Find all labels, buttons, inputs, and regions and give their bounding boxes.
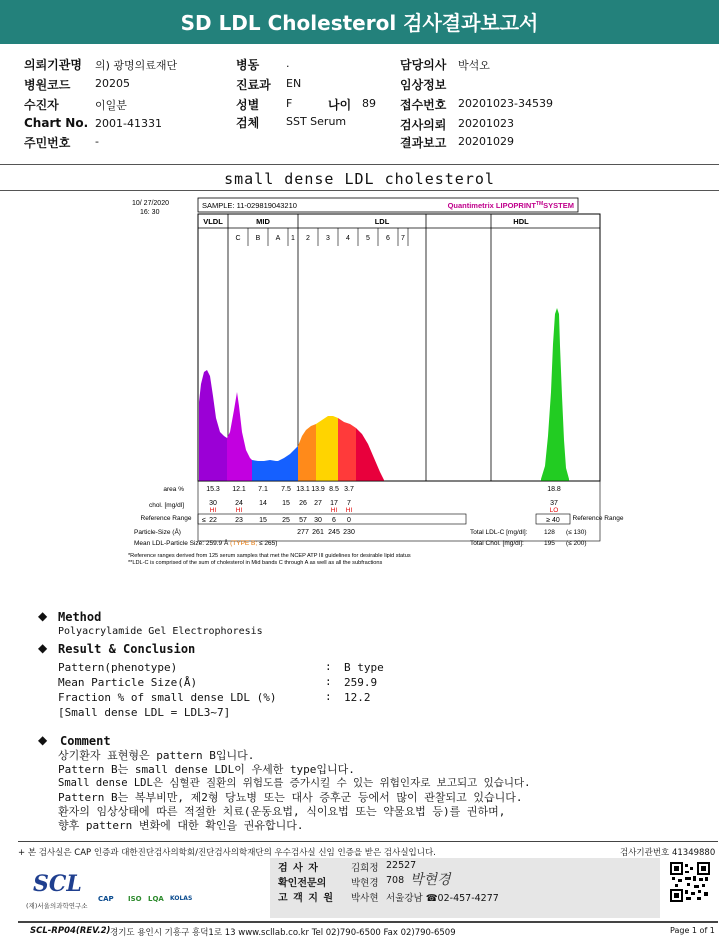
specimen-value: SST Serum	[286, 115, 347, 128]
row-label-ref: Reference Range	[140, 515, 192, 522]
ref-value: 57	[299, 517, 307, 524]
report-title: SD LDL Cholesterol 검사결과보고서	[0, 0, 719, 44]
bullet-icon: ◆	[38, 641, 48, 655]
comment-line: Pattern B는 small dense LDL이 우세한 type입니다.	[58, 763, 355, 776]
request-label: 검사의뢰	[400, 118, 447, 132]
specimen-label: 검체	[236, 116, 260, 130]
hospital-code-label: 병원코드	[24, 78, 71, 92]
band-label: 7	[401, 235, 405, 242]
area-pct-value: 13.1	[296, 486, 310, 493]
ref-value: 22	[209, 517, 217, 524]
chol-flag: HI	[235, 507, 243, 514]
band-label: 6	[386, 235, 390, 242]
scl-logo-sub: (재)서울의과학연구소	[26, 902, 88, 910]
chol-value: 24	[235, 500, 243, 507]
doctor-label: 담당의사	[400, 58, 447, 72]
comment-line: Pattern B는 복부비만, 제2형 당뇨병 또는 대사 증후군 등에서 많이 관찰되고 있습니다.	[58, 791, 523, 804]
ref-value: 25	[282, 517, 290, 524]
hdl-area: 18.8	[547, 486, 561, 493]
specialist-label: 확인전문의	[278, 878, 327, 889]
area-pct-value: 7.5	[281, 486, 291, 493]
area-pct-value: 15.3	[206, 486, 220, 493]
chol-flag: HI	[345, 507, 353, 514]
row-label-ref-right: Reference Range	[572, 515, 624, 522]
band-label: A	[275, 235, 281, 242]
area-pct-value: 3.7	[344, 486, 354, 493]
divider	[0, 164, 719, 165]
total-ldl-ref: (≤ 130)	[566, 529, 587, 536]
ref-value: 30	[314, 517, 322, 524]
support-contact: 서울강남 ☎02-457-4277	[386, 893, 499, 904]
result-row-colon: :	[325, 660, 332, 673]
result-row-label: Pattern(phenotype)	[58, 661, 178, 674]
group-label: VLDL	[203, 217, 223, 226]
group-label: MID	[256, 217, 270, 226]
chol-value: 7	[347, 500, 351, 507]
group-label: HDL	[513, 217, 529, 226]
sex-label: 성별	[236, 98, 260, 112]
sex-value: F	[286, 97, 293, 110]
lqa-logo: LQA	[148, 895, 164, 903]
lab-code: 검사기관번호 41349880	[620, 848, 716, 858]
ldl2-peak	[316, 416, 338, 481]
specialist-name: 박현경	[351, 878, 379, 889]
chol-flag: HI	[209, 507, 217, 514]
chol-value: 26	[299, 500, 307, 507]
band-label: 4	[346, 235, 350, 242]
name-value: 이일분	[95, 99, 127, 112]
result-row-value: B type	[344, 661, 384, 674]
result-note: [Small dense LDL = LDL3~7]	[58, 706, 231, 719]
particle-size-value: 245	[328, 529, 340, 536]
ldl3-peak	[338, 418, 356, 481]
footnote-2: **LDL-C is comprised of the sum of cholesterol in Mid bands C through A as well as all the subfractions	[128, 560, 383, 566]
doc-code: SCL-RP04(REV.2)	[30, 926, 111, 936]
group-label: LDL	[374, 217, 390, 226]
institution-label: 의뢰기관명	[24, 58, 82, 72]
comment-line: 환자의 임상상태에 따른 적절한 치료(운동요법, 식이요법 또는 약물요법 등)를 권하며,	[58, 805, 506, 818]
band-label: 1	[291, 235, 295, 242]
ward-label: 병동	[236, 58, 260, 72]
ref-prefix: ≤	[202, 517, 206, 524]
band-label: C	[235, 235, 241, 242]
scl-logo: SCL	[33, 871, 82, 897]
band-b-peak	[252, 460, 278, 481]
resident-label: 주민번호	[24, 136, 71, 150]
particle-size-value: 277	[297, 529, 309, 536]
mean-size-line: Mean LDL-Particle Size: 259.9 Å (TYPE B; ≤ 265)	[134, 540, 278, 547]
method-title: Method	[58, 610, 102, 624]
area-pct-value: 8.5	[329, 486, 339, 493]
hdl-chol: 37	[550, 500, 558, 507]
dept-value: EN	[286, 77, 302, 90]
hdl-flag: LO	[549, 507, 559, 514]
result-row-label: Mean Particle Size(Å)	[58, 676, 198, 689]
iso-logo: ISO	[128, 895, 142, 903]
signature: 박현경	[410, 872, 451, 888]
section-title: small dense LDL cholesterol	[224, 170, 495, 188]
result-title: Result & Conclusion	[58, 642, 196, 656]
comment-title: Comment	[60, 734, 111, 748]
chart-brand: Quantimetrix LIPOPRINT™SYSTEM	[447, 201, 574, 210]
ref-value: 0	[347, 517, 351, 524]
lipoprint-chart	[126, 196, 624, 566]
area-pct-value: 7.1	[258, 486, 268, 493]
doctor-value: 박석오	[458, 59, 490, 72]
institution-value: 의) 광명의료재단	[95, 59, 178, 72]
ward-value: .	[286, 57, 290, 70]
result-row-colon: :	[325, 675, 332, 688]
band-label: 2	[306, 235, 310, 242]
ref-value: 23	[235, 517, 243, 524]
request-value: 20201023	[458, 117, 514, 130]
chart-no-value: 2001-41331	[95, 117, 162, 130]
report-label: 결과보고	[400, 136, 447, 150]
method-text: Polyacrylamide Gel Electrophoresis	[58, 626, 263, 637]
comment-line: Small dense LDL은 심혈관 질환의 위험도를 증가시킬 수 있는 위험인자로 보고되고 있습니다.	[58, 777, 531, 789]
row-label-area: area %	[163, 486, 184, 493]
support-label: 고 객 지 원	[278, 893, 335, 904]
total-chol-ref: (≤ 200)	[566, 540, 587, 547]
total-ldl-label: Total LDL-C [mg/dl]:	[470, 529, 528, 536]
result-row-value: 12.2	[344, 691, 371, 704]
cap-logo: CAP	[98, 895, 114, 903]
ref-value: 6	[332, 517, 336, 524]
age-value: 89	[362, 97, 376, 110]
chart-no-label: Chart No.	[24, 116, 89, 130]
total-chol-value: 195	[544, 540, 555, 547]
hospital-code-value: 20205	[95, 77, 130, 90]
divider	[0, 190, 719, 191]
comment-line: 향후 pattern 변화에 대한 확인을 권유합니다.	[58, 819, 304, 832]
bullet-icon: ◆	[38, 609, 48, 623]
band-label: 3	[326, 235, 330, 242]
band-label: 5	[366, 235, 370, 242]
ref-value: 15	[259, 517, 267, 524]
support-name: 박사현	[351, 893, 379, 904]
staff-panel	[270, 858, 660, 918]
dept-label: 진료과	[236, 78, 271, 92]
footnote-1: *Reference ranges derived from 125 serum samples that met the NCEP ATP III guidelines for desirable lipid status	[128, 553, 411, 559]
clinical-label: 임상정보	[400, 78, 447, 92]
chart-date: 10/ 27/2020	[132, 200, 169, 207]
age-label: 나이	[328, 98, 352, 112]
qr-code-icon	[670, 862, 710, 902]
chol-value: 27	[314, 500, 322, 507]
chol-value: 30	[209, 500, 217, 507]
address: 경기도 용인시 기흥구 흥덕1로 13 www.scllab.co.kr Tel 02)790-6500 Fax 02)790-6509	[110, 928, 456, 938]
report-value: 20201029	[458, 135, 514, 148]
particle-label: Particle-Size (Å)	[134, 529, 181, 536]
name-label: 수진자	[24, 98, 59, 112]
chart-time: 16: 30	[140, 209, 160, 216]
chol-value: 15	[282, 500, 290, 507]
chol-flag: HI	[330, 507, 338, 514]
result-row-label: Fraction % of small dense LDL (%)	[58, 691, 277, 704]
result-row-value: 259.9	[344, 676, 378, 689]
divider	[18, 841, 718, 842]
tester-name: 김희정	[351, 863, 379, 874]
page-number: Page 1 of 1	[670, 926, 715, 935]
total-ldl-value: 128	[544, 529, 555, 536]
bullet-icon: ◆	[38, 733, 48, 747]
chart-sample: SAMPLE: 11-029819043210	[202, 201, 297, 210]
chol-value: 17	[330, 500, 338, 507]
total-chol-label: Total Chol. [mg/dl]:	[470, 540, 524, 547]
receipt-value: 20201023-34539	[458, 97, 553, 110]
divider	[18, 921, 718, 923]
tester-id: 22527	[386, 860, 417, 871]
particle-size-value: 261	[312, 529, 324, 536]
certification-text: + 본 검사실은 CAP 인증과 대한진단검사의학회/진단검사의학재단의 우수검사실 신임 인증을 받은 검사실입니다.	[18, 848, 436, 858]
receipt-label: 접수번호	[400, 98, 447, 112]
area-pct-value: 12.1	[232, 486, 246, 493]
area-pct-value: 13.9	[311, 486, 325, 493]
chol-value: 14	[259, 500, 267, 507]
hdl-ref: ≥ 40	[546, 517, 560, 524]
row-label-chol: chol. [mg/dl]	[148, 502, 184, 509]
specialist-id: 708	[386, 875, 405, 886]
result-row-colon: :	[325, 690, 332, 703]
particle-size-value: 230	[343, 529, 355, 536]
comment-line: 상기환자 표현형은 pattern B입니다.	[58, 749, 255, 762]
kolas-logo: KOLAS	[170, 895, 193, 902]
resident-value: -	[95, 135, 99, 148]
tester-label: 검 사 자	[278, 863, 319, 874]
band-label: B	[255, 235, 261, 242]
